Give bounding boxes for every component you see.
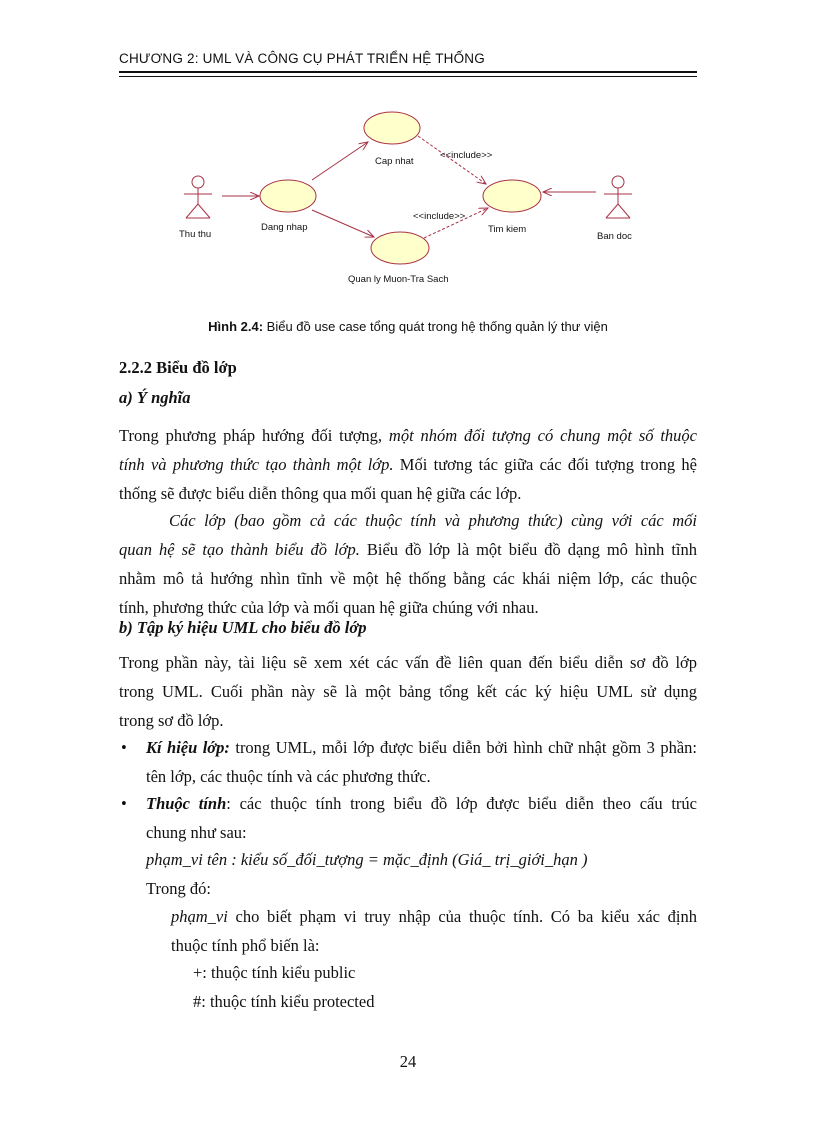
paragraph-b1-line1: Trong phần này, tài liệu sẽ xem xét các vấn đề liên quan đến biểu diễn sơ đồ lớp [119, 653, 697, 672]
paragraph-a1-line1: Trong phương pháp hướng đối tượng, một nhóm đối tượng có chung một số thuộc [119, 426, 697, 445]
actor-ban-doc-label: Ban doc [597, 231, 632, 242]
arrow-dangnhap-capnhat [312, 142, 368, 180]
figure-caption-text: Biểu đồ use case tổng quát trong hệ thống quản lý thư viện [263, 319, 608, 334]
usecase-quan-ly-label: Quan ly Muon-Tra Sach [348, 274, 449, 285]
figure-caption [0, 319, 816, 334]
section-heading: 2.2.2 Biểu đồ lớp [119, 358, 237, 377]
arrow-dangnhap-quanly [312, 210, 374, 237]
actor-thu-thu-icon [184, 176, 212, 218]
use-case-diagram-svg [160, 100, 660, 300]
paragraph-a2-line4: tính, phương thức của lớp và mối quan hệ giữa chúng với nhau. [119, 598, 539, 617]
include-top-label: <<include>> [440, 150, 493, 161]
scope-line1: phạm_vi cho biết phạm vi truy nhập của thuộc tính. Có ba kiểu xác định [171, 907, 697, 926]
paragraph-a2-line3: nhằm mô tả hướng nhìn tĩnh về một hệ thống bằng các khái niệm lớp, các thuộc [119, 569, 697, 588]
where-label: Trong đó: [146, 879, 211, 898]
bullet-attribute [119, 789, 697, 847]
include-bottom-label: <<include>> [413, 211, 466, 222]
paragraph-a1-line3: thống sẽ được biểu diễn thông qua mối quan hệ giữa các lớp. [119, 484, 522, 503]
scope-line2: thuộc tính phổ biến là: [171, 936, 320, 955]
paragraph-a2-line1: Các lớp (bao gồm cả các thuộc tính và phương thức) cùng với các mối [169, 511, 697, 530]
subsection-a-heading: a) Ý nghĩa [119, 388, 191, 407]
header-rule-thin [119, 76, 697, 77]
actor-ban-doc-icon [604, 176, 632, 218]
paragraph-a2-line2: quan hệ sẽ tạo thành biểu đồ lớp. Biểu đồ lớp là một biểu đồ dạng mô hình tĩnh [119, 540, 697, 559]
paragraph-a2 [119, 506, 697, 622]
bullet-class-notation [119, 733, 697, 791]
bullet2-line2: chung như sau: [146, 823, 247, 842]
usecase-cap-nhat-ellipse [364, 112, 420, 144]
bullet2-line1: Thuộc tính: các thuộc tính trong biểu đồ lớp được biểu diễn theo cấu trúc [146, 794, 697, 813]
scope-paragraph [171, 902, 697, 960]
paragraph-b1 [119, 648, 697, 735]
modifier-public: +: thuộc tính kiểu public [193, 963, 356, 982]
header-rule-thick [119, 71, 697, 73]
attribute-syntax: phạm_vi tên : kiểu số_đối_tượng = mặc_định (Giá_ trị_giới_hạn ) [146, 850, 588, 869]
usecase-quan-ly-ellipse [371, 232, 429, 264]
usecase-dang-nhap-ellipse [260, 180, 316, 212]
bullet-dot-icon: • [121, 794, 127, 813]
usecase-tim-kiem-label: Tim kiem [488, 224, 527, 235]
use-case-diagram [160, 100, 660, 300]
paragraph-a1-line2: tính và phương thức tạo thành một lớp. Mối tương tác giữa các đối tượng trong hệ [119, 455, 697, 474]
bullet1-line2: tên lớp, các thuộc tính và các phương thức. [146, 767, 431, 786]
subsection-b-heading: b) Tập ký hiệu UML cho biểu đồ lớp [119, 618, 367, 637]
usecase-tim-kiem-ellipse [483, 180, 541, 212]
bullet1-line1: Kí hiệu lớp: trong UML, mỗi lớp được biểu diễn bởi hình chữ nhật gồm 3 phần: [146, 738, 697, 757]
paragraph-a1 [119, 421, 697, 508]
usecase-dang-nhap-label: Dang nhap [261, 222, 308, 233]
usecase-cap-nhat-label: Cap nhat [375, 156, 414, 167]
figure-caption-prefix: Hình 2.4: [208, 319, 264, 334]
bullet-dot-icon: • [121, 738, 127, 757]
page-number: 24 [399, 1052, 417, 1071]
running-header: CHƯƠNG 2: UML VÀ CÔNG CỤ PHÁT TRIỂN HỆ THỐNG [119, 51, 485, 66]
modifier-protected: #: thuộc tính kiểu protected [193, 992, 375, 1011]
paragraph-b1-line2: trong UML. Cuối phần này sẽ là một bảng tổng kết các ký hiệu UML sử dụng [119, 682, 697, 701]
actor-thu-thu-label: Thu thu [179, 229, 212, 240]
paragraph-b1-line3: trong sơ đồ lớp. [119, 711, 224, 730]
